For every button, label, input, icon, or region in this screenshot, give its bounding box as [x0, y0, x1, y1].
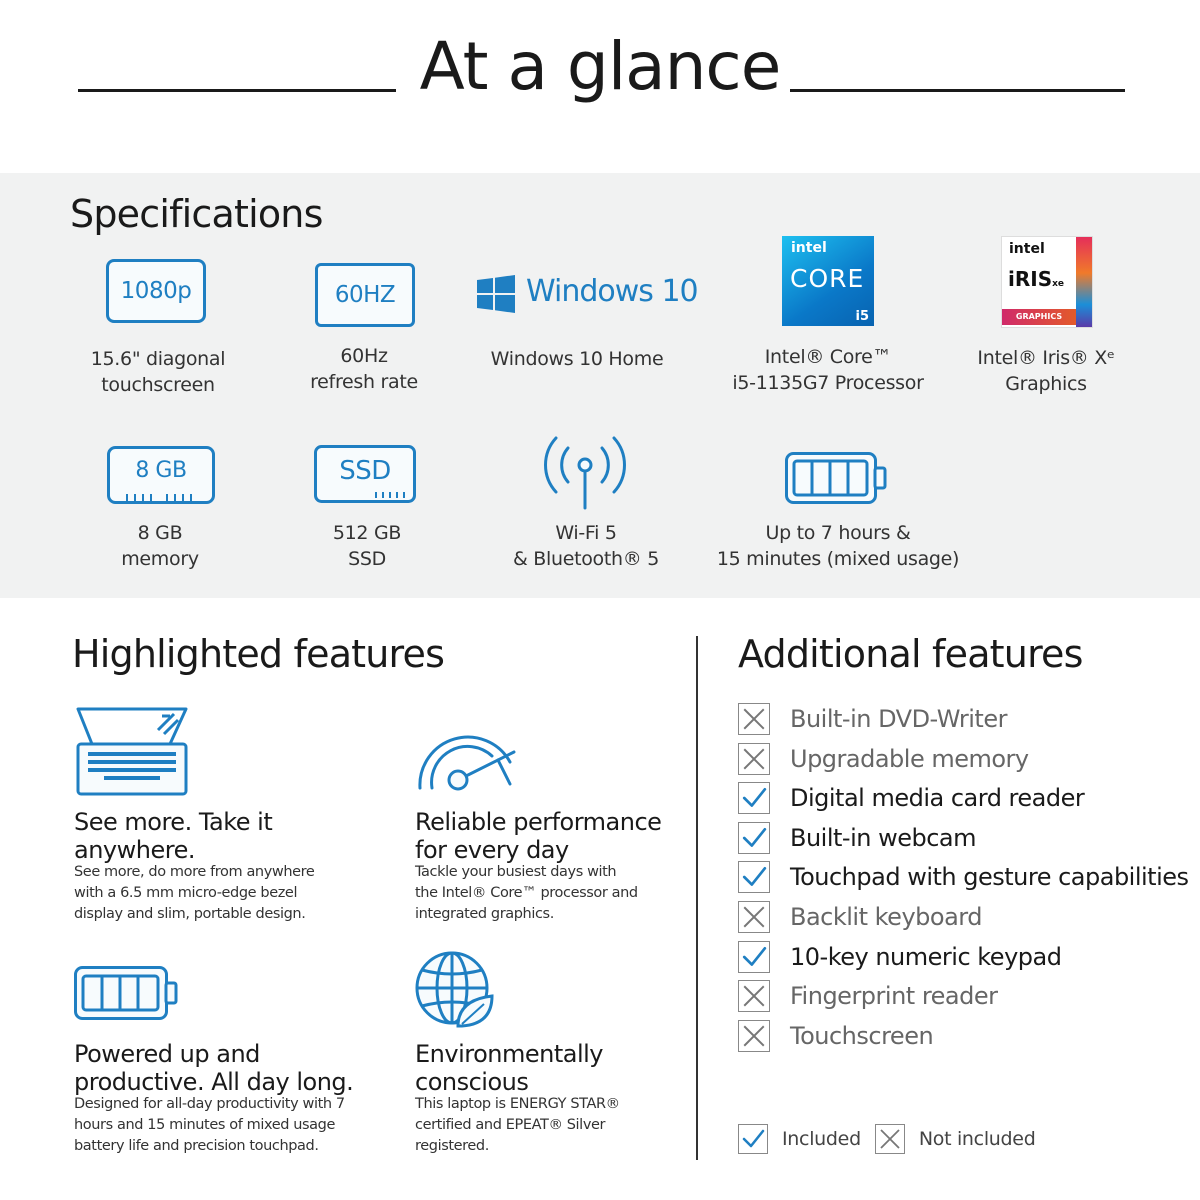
feature-row — [738, 1019, 933, 1053]
feature-label: Digital media card reader — [790, 784, 1085, 813]
globe-leaf-icon — [414, 950, 496, 1032]
feature-title — [415, 808, 661, 864]
section-divider — [696, 636, 698, 1160]
feature-row — [738, 900, 982, 934]
feature-desc-line: with a 6.5 mm micro-edge bezel — [74, 885, 298, 901]
check-icon — [738, 941, 770, 973]
spec-wireless — [484, 520, 688, 572]
spec-label-line: 512 GB — [332, 522, 402, 544]
refresh-60hz-icon — [315, 263, 415, 327]
spec-label-line: Windows 10 Home — [490, 348, 664, 370]
legend — [738, 1124, 1049, 1154]
feature-description — [74, 862, 314, 925]
feature-row — [738, 821, 976, 855]
cross-icon — [738, 743, 770, 775]
spec-battery — [710, 520, 966, 572]
iris-sub: xe — [1052, 279, 1065, 289]
battery-icon — [785, 452, 889, 504]
feature-desc-line: registered. — [415, 1138, 489, 1154]
feature-title-line: productive. All day long. — [74, 1068, 354, 1096]
cross-icon — [738, 703, 770, 735]
spec-label-line: 8 GB — [137, 522, 183, 544]
legend-included-label: Included — [782, 1128, 861, 1150]
spec-label-line: touchscreen — [101, 374, 215, 396]
spec-storage — [267, 520, 467, 572]
intel-iris-badge-icon — [1001, 236, 1093, 328]
tier-badge-text: i5 — [855, 309, 869, 324]
iris-graphics-strip: GRAPHICS — [1002, 309, 1076, 325]
spec-os — [470, 346, 684, 372]
feature-row — [738, 742, 1029, 776]
check-icon — [738, 861, 770, 893]
iris-name-text — [1008, 267, 1064, 291]
cross-icon — [738, 901, 770, 933]
feature-desc-line: integrated graphics. — [415, 906, 554, 922]
feature-desc-line: This laptop is ENERGY STAR® — [415, 1096, 620, 1112]
spec-label-line: refresh rate — [310, 371, 418, 393]
additional-heading: Additional features — [738, 632, 1083, 676]
feature-title-line: anywhere. — [74, 836, 195, 864]
feature-description — [415, 1094, 620, 1157]
laptop-icon — [74, 706, 190, 798]
spec-label-line: SSD — [348, 548, 386, 570]
check-icon — [738, 1124, 768, 1154]
spec-label-line: 60Hz — [340, 345, 388, 367]
refresh-badge-text: 60HZ — [334, 282, 396, 308]
spec-label-line: i5-1135G7 Processor — [732, 372, 924, 394]
legend-not-included-label: Not included — [918, 1128, 1036, 1150]
iris-word: iRIS — [1008, 267, 1053, 291]
cross-icon — [738, 980, 770, 1012]
spec-refresh-rate — [264, 343, 464, 395]
feature-label: Backlit keyboard — [790, 903, 982, 931]
spec-label-line: Up to 7 hours & — [765, 522, 911, 544]
feature-title — [415, 1040, 603, 1096]
feature-title-line: for every day — [415, 836, 569, 864]
feature-title-line: Reliable performance — [415, 808, 662, 836]
spec-label-line: Intel® Iris® Xᵉ — [977, 347, 1115, 369]
wifi-antenna-icon — [538, 430, 632, 510]
feature-desc-line: Designed for all-day productivity with 7 — [74, 1096, 345, 1112]
feature-row — [738, 979, 998, 1013]
cross-icon — [738, 1020, 770, 1052]
spec-processor — [716, 344, 940, 396]
feature-desc-line: Tackle your busiest days with — [415, 864, 617, 880]
feature-desc-line: display and slim, portable design. — [74, 906, 306, 922]
intel-brand-text: intel — [791, 240, 827, 256]
spec-label-line: 15 minutes (mixed usage) — [716, 548, 960, 570]
feature-label: Touchscreen — [790, 1021, 934, 1050]
feature-label: Touchpad with gesture capabilities — [790, 863, 1189, 892]
feature-desc-line: certified and EPEAT® Silver — [415, 1117, 606, 1133]
feature-row — [738, 702, 1007, 736]
feature-label: Upgradable memory — [790, 744, 1029, 773]
speedometer-icon — [414, 722, 522, 794]
spec-graphics — [948, 345, 1144, 397]
check-icon — [738, 822, 770, 854]
feature-row — [738, 860, 1189, 894]
spec-label-line: & Bluetooth® 5 — [512, 548, 660, 570]
display-1080p-icon — [106, 259, 206, 323]
feature-description — [74, 1094, 345, 1157]
ssd-badge-text: SSD — [339, 456, 391, 486]
feature-title — [74, 808, 272, 864]
spec-label-line: Wi-Fi 5 — [555, 522, 617, 544]
battery-icon — [74, 966, 180, 1020]
feature-desc-line: battery life and precision touchpad. — [74, 1138, 319, 1154]
feature-desc-line: hours and 15 minutes of mixed usage — [74, 1117, 335, 1133]
feature-title-line: Powered up and — [74, 1040, 260, 1068]
iris-brand-text: intel — [1009, 241, 1045, 257]
spec-memory — [60, 520, 260, 572]
spec-label-line: Intel® Core™ — [764, 346, 892, 368]
title-rule-right — [790, 89, 1125, 92]
feature-row — [738, 940, 1061, 974]
intel-core-badge-icon — [782, 236, 874, 326]
windows-logo-icon — [477, 275, 515, 313]
core-badge-text: CORE — [790, 264, 865, 293]
display-badge-text: 1080p — [120, 278, 192, 304]
spec-display — [58, 346, 258, 398]
feature-description — [415, 862, 638, 925]
feature-label: Fingerprint reader — [790, 982, 998, 1011]
spec-label-line: memory — [121, 548, 199, 570]
feature-row — [738, 781, 1084, 815]
feature-title-line: conscious — [415, 1068, 529, 1096]
specifications-heading: Specifications — [70, 192, 323, 236]
feature-label: 10-key numeric keypad — [790, 942, 1062, 971]
page-title: At a glance — [419, 28, 781, 105]
feature-title-line: See more. Take it — [74, 808, 273, 836]
cross-icon — [875, 1124, 905, 1154]
feature-desc-line: See more, do more from anywhere — [74, 864, 315, 880]
spec-label-line: 15.6" diagonal — [90, 348, 226, 370]
windows-wordmark: Windows 10 — [526, 274, 698, 309]
highlighted-heading: Highlighted features — [72, 632, 445, 676]
spec-label-line: Graphics — [1005, 373, 1087, 395]
memory-badge-text: 8 GB — [135, 458, 187, 483]
check-icon — [738, 782, 770, 814]
feature-title — [74, 1040, 353, 1096]
feature-desc-line: the Intel® Core™ processor and — [415, 885, 638, 901]
feature-label: Built-in webcam — [790, 823, 976, 852]
feature-label: Built-in DVD-Writer — [790, 705, 1007, 733]
iris-color-bar — [1076, 237, 1092, 327]
feature-title-line: Environmentally — [415, 1040, 603, 1068]
